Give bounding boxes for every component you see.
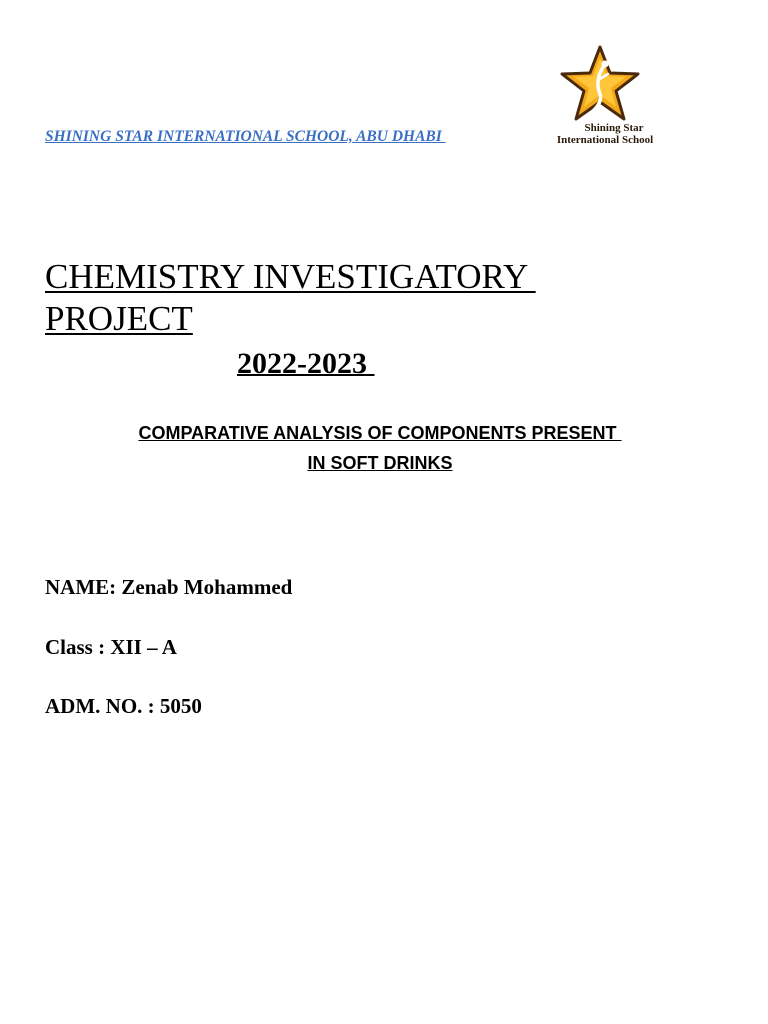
- subtitle-line2: IN SOFT DRINKS: [307, 453, 453, 473]
- project-title-line2: PROJECT: [45, 299, 193, 338]
- student-name: NAME: Zenab Mohammed: [45, 575, 293, 599]
- logo-text-line2: International School: [556, 134, 654, 146]
- student-admission-number: ADM. NO. : 5050: [45, 694, 202, 718]
- student-class: Class : XII – A: [45, 635, 177, 659]
- school-logo: [540, 44, 670, 148]
- school-name-heading: SHINING STAR INTERNATIONAL SCHOOL, ABU DHABI: [45, 128, 446, 145]
- project-title: [45, 256, 536, 340]
- star-logo-icon: [558, 44, 642, 124]
- project-subtitle: [60, 418, 700, 478]
- subtitle-line1: COMPARATIVE ANALYSIS OF COMPONENTS PRESENT: [138, 423, 622, 443]
- logo-text-line1: Shining Star: [584, 122, 644, 134]
- project-year: 2022-2023: [237, 347, 375, 380]
- project-title-line1: CHEMISTRY INVESTIGATORY: [45, 257, 536, 296]
